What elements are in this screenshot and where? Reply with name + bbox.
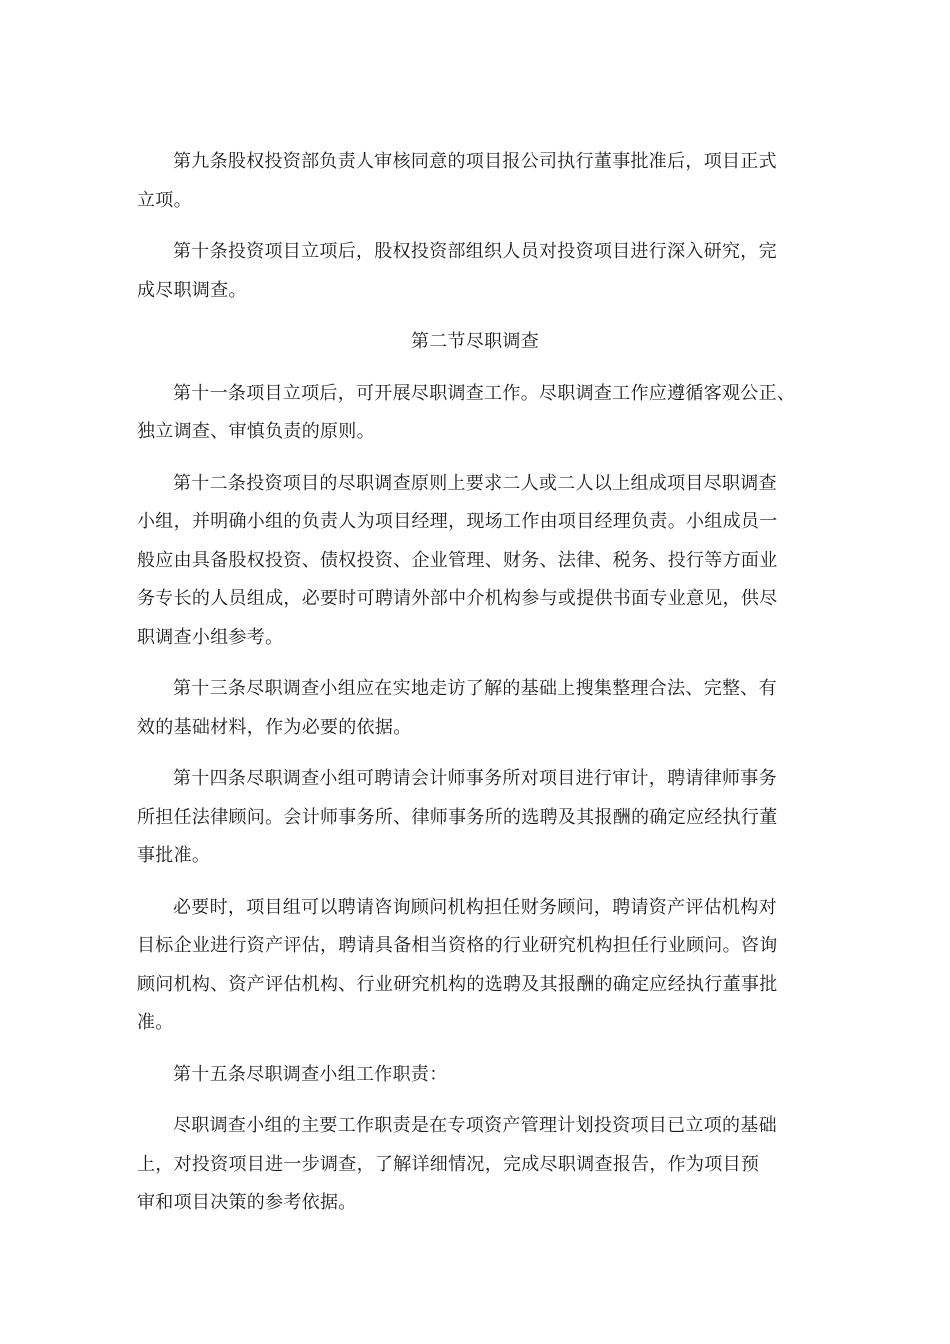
article-11-paragraph <box>137 375 813 452</box>
text-line: 事批准。 <box>137 845 211 866</box>
article-14-paragraph <box>137 760 813 876</box>
article-13-paragraph <box>137 670 813 747</box>
text-line: 必要时，项目组可以聘请咨询顾问机构担任财务顾问，聘请资产评估机构对 <box>173 896 777 918</box>
text-line: 尽职调查小组的主要工作职责是在专项资产管理计划投资项目已立项的基础 <box>173 1115 777 1136</box>
text-line: 独立调查、审慎负责的原则。 <box>137 421 375 442</box>
text-line: 准。 <box>137 1012 174 1033</box>
text-line: 第十二条投资项目的尽职调查原则上要求二人或二人以上组成项目尽职调查 <box>173 472 777 494</box>
text-line: 审和项目决策的参考依据。 <box>137 1192 357 1213</box>
supplementary-paragraph <box>137 889 813 1043</box>
article-9-paragraph <box>137 143 813 220</box>
text-line: 效的基础材料，作为必要的依据。 <box>137 716 412 738</box>
text-line: 所担任法律顾问。会计师事务所、律师事务所的选聘及其报酬的确定应经执行董 <box>137 806 778 828</box>
text-line: 务专长的人员组成，必要时可聘请外部中介机构参与或提供书面专业意见，供尽 <box>137 588 778 609</box>
text-line: 第十一条项目立项后，可开展尽职调查工作。尽职调查工作应遵循客观公正、 <box>173 382 796 404</box>
article-10-paragraph <box>137 233 813 310</box>
text-line: 职调查小组参考。 <box>137 626 284 648</box>
duties-paragraph <box>137 1107 813 1223</box>
text-line: 小组，并明确小组的负责人为项目经理，现场工作由项目经理负责。小组成员一 <box>137 511 778 532</box>
text-line: 顾问机构、资产评估机构、行业研究机构的选聘及其报酬的确定应经执行董事批 <box>137 973 778 995</box>
article-15-paragraph <box>137 1056 813 1095</box>
text-line: 上，对投资项目进一步调查，了解详细情况，完成尽职调查报告，作为项目预 <box>137 1153 760 1175</box>
article-12-paragraph <box>137 465 813 658</box>
text-line: 第九条股权投资部负责人审核同意的项目报公司执行董事批准后，项目正式 <box>173 151 777 172</box>
section-heading-text: 第二节尽职调查 <box>410 331 540 352</box>
text-line: 立项。 <box>137 189 192 211</box>
section-heading <box>137 323 813 362</box>
text-line: 般应由具备股权投资、债权投资、企业管理、财务、法律、税务、投行等方面业 <box>137 549 778 571</box>
text-line: 第十三条尽职调查小组应在实地走访了解的基础上搜集整理合法、完整、有 <box>173 678 777 699</box>
text-line: 成尽职调查。 <box>137 279 247 301</box>
text-line: 第十四条尽职调查小组可聘请会计师事务所对项目进行审计，聘请律师事务 <box>173 768 777 789</box>
text-line: 目标企业进行资产评估，聘请具备相当资格的行业研究机构担任行业顾问。咨询 <box>137 935 778 956</box>
text-line: 第十五条尽职调查小组工作职责： <box>173 1063 448 1085</box>
document-body <box>137 143 813 1236</box>
text-line: 第十条投资项目立项后，股权投资部组织人员对投资项目进行深入研究，完 <box>173 241 777 262</box>
